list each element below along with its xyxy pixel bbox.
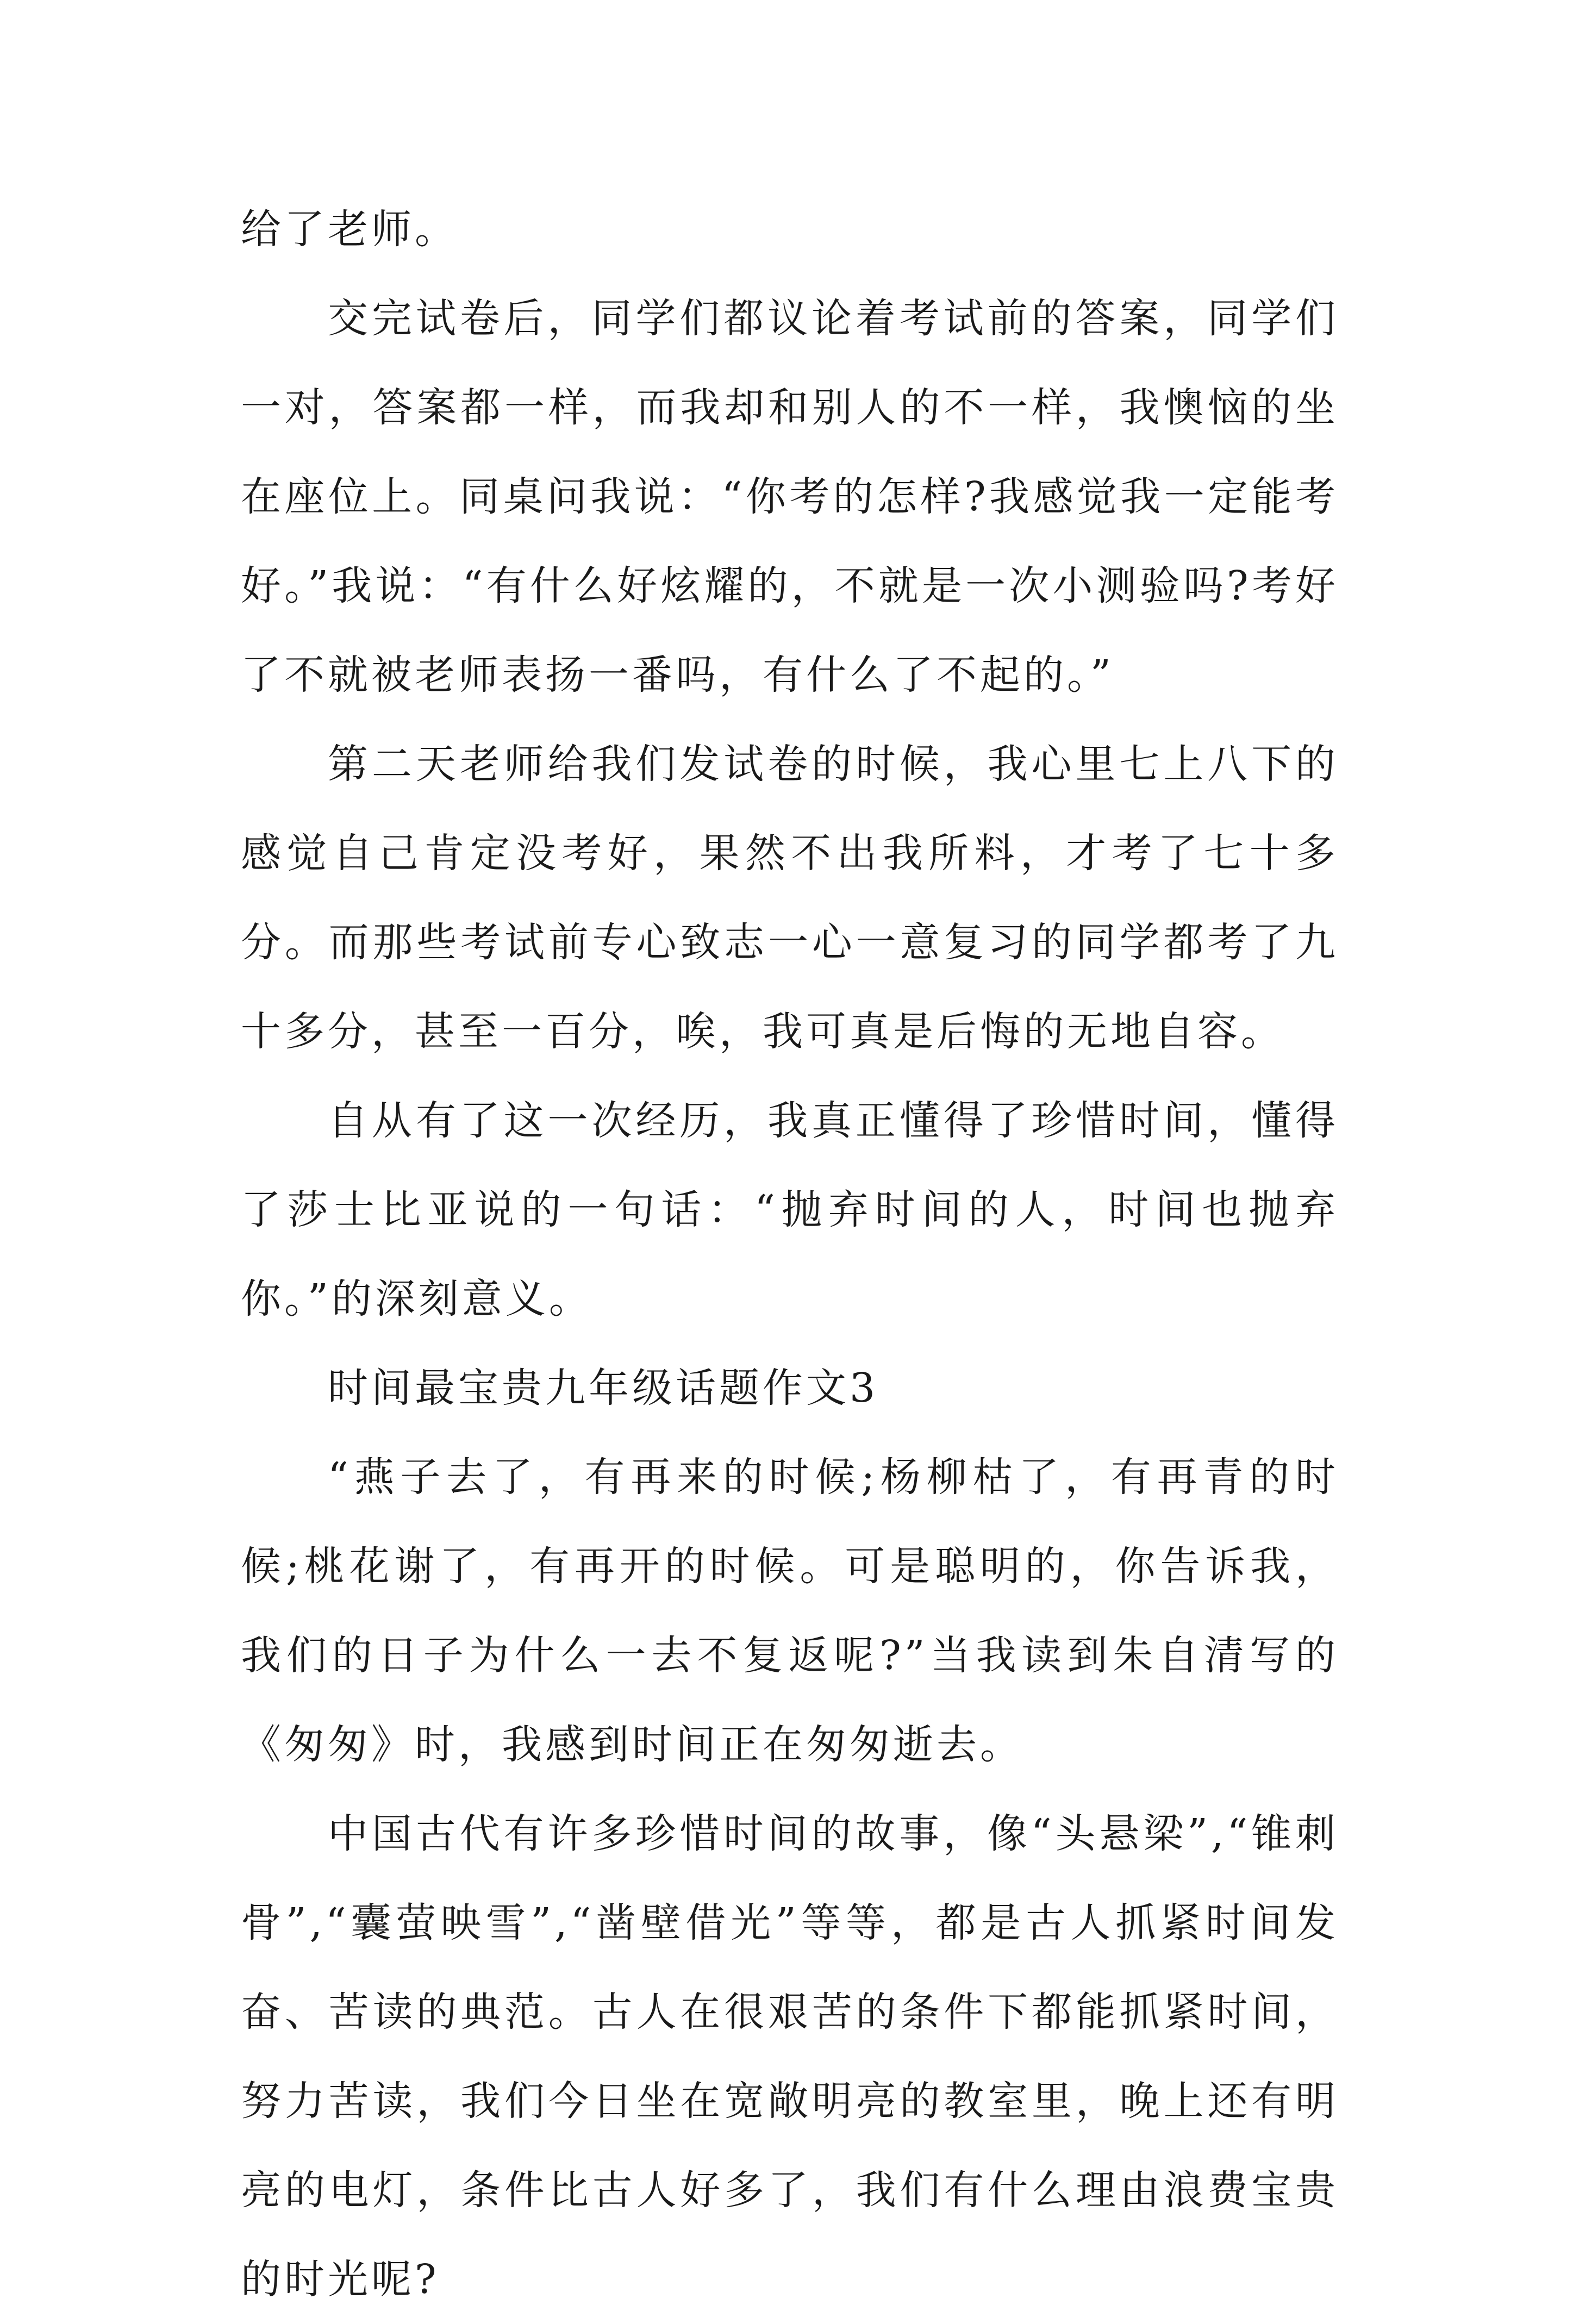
paragraph-quote-congcong: “燕子去了，有再来的时候;杨柳枯了，有再青的时候;桃花谢了，有再开的时候。可是聪明的，你告诉我，我们的日子为什么一去不复返呢?”当我读到朱自清写的《匆匆》时，我感到时间正在匆匆逝去。	[241, 1454, 1339, 1768]
paragraph-after-exam: 交完试卷后，同学们都议论着考试前的答案，同学们一对，答案都一样，而我却和别人的不一样，我懊恼的坐在座位上。同桌问我说：“你考的怎样?我感觉我一定能考好。”我说：“有什么好炫耀的，不就是一次小测验吗?考好了不就被老师表扬一番吗，有什么了不起的。”	[241, 295, 1339, 698]
paragraph-continuation: 给了老师。	[241, 206, 458, 253]
paragraph-ancient-stories: 中国古代有许多珍惜时间的故事，像“头悬梁”,“锥刺骨”,“囊萤映雪”,“凿壁借光”等等，都是古人抓紧时间发奋、苦读的典范。古人在很艰苦的条件下都能抓紧时间，努力苦读，我们今日坐在宽敞明亮的教室里，晚上还有明亮的电灯，条件比古人好多了，我们有什么理由浪费宝贵的时光呢?	[241, 1810, 1339, 2303]
paragraph-lesson-learned: 自从有了这一次经历，我真正懂得了珍惜时间，懂得了莎士比亚说的一句话：“抛弃时间的人，时间也抛弃你。”的深刻意义。	[241, 1097, 1339, 1322]
essay-heading: 时间最宝贵九年级话题作文3	[328, 1365, 879, 1411]
document-body	[241, 185, 1339, 2324]
paragraph-next-day: 第二天老师给我们发试卷的时候，我心里七上八下的感觉自己肯定没考好，果然不出我所料，才考了七十多分。而那些考试前专心致志一心一意复习的同学都考了九十多分，甚至一百分，唉，我可真是后悔的无地自容。	[241, 741, 1339, 1055]
